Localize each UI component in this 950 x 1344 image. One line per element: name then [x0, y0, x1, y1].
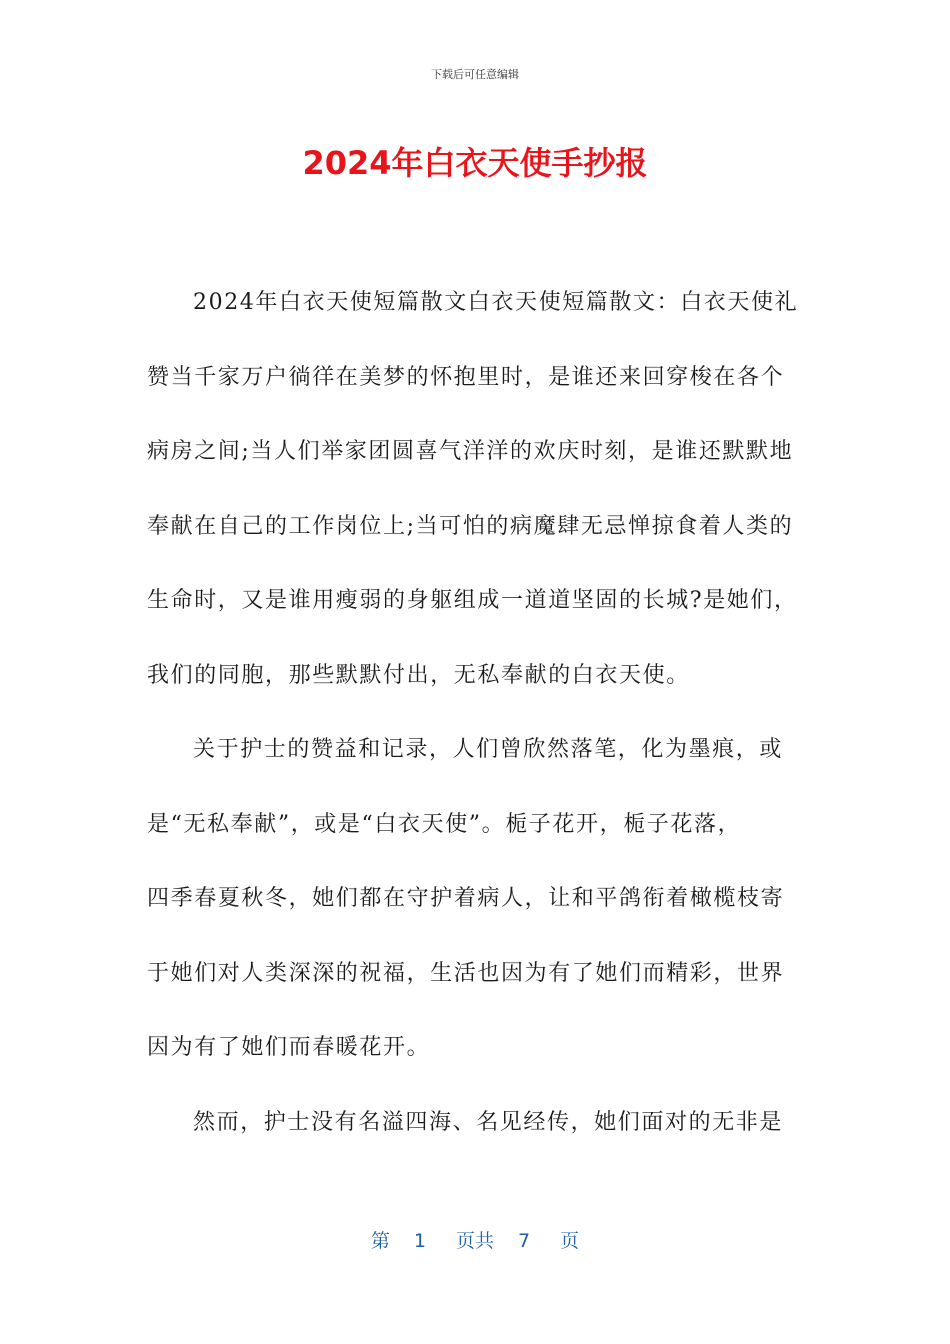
total-pages-number: 7	[518, 1230, 531, 1252]
paragraph-line: 然而，护士没有名溢四海、名见经传，她们面对的无非是	[193, 1109, 784, 1135]
paragraph-line: 关于护士的赞益和记录，人们曾欣然落笔，化为墨痕，或	[193, 737, 784, 762]
paragraph-line: 赞当千家万户徜徉在美梦的怀抱里时，是谁还来回穿梭在各个	[147, 364, 785, 390]
paragraph-line: 奉献在自己的工作岗位上;当可怕的病魔肆无忌惮掠食着人类的	[147, 513, 794, 539]
header-note: 下载后可任意编辑	[431, 68, 519, 81]
page-number-footer	[0, 1226, 950, 1253]
paragraph-line: 是“无私奉献”，或是“白衣天使”。栀子花开，栀子花落，	[147, 811, 742, 837]
paragraph-line: 四季春夏秋冬，她们都在守护着病人，让和平鸽衔着橄榄枝寄	[147, 886, 785, 911]
footer-suffix: 页	[560, 1230, 580, 1252]
paragraph-line: 2024年白衣天使短篇散文白衣天使短篇散文：白衣天使礼	[193, 290, 799, 315]
footer-middle: 页共	[455, 1230, 494, 1252]
current-page-number: 1	[413, 1230, 426, 1252]
paragraph-line: 我们的同胞，那些默默付出，无私奉献的白衣天使。	[147, 662, 690, 688]
paragraph-line: 因为有了她们而春暖花开。	[147, 1035, 431, 1060]
footer-prefix: 第	[370, 1230, 390, 1252]
body-text	[147, 266, 807, 1160]
page-title: 2024年白衣天使手抄报	[302, 144, 648, 182]
paragraph-line: 于她们对人类深深的祝福，生活也因为有了她们而精彩，世界	[147, 960, 785, 986]
paragraph-line: 生命时，又是谁用瘦弱的身躯组成一道道坚固的长城?是她们，	[147, 588, 798, 613]
paragraph-line: 病房之间;当人们举家团圆喜气洋洋的欢庆时刻，是谁还默默地	[147, 439, 794, 464]
